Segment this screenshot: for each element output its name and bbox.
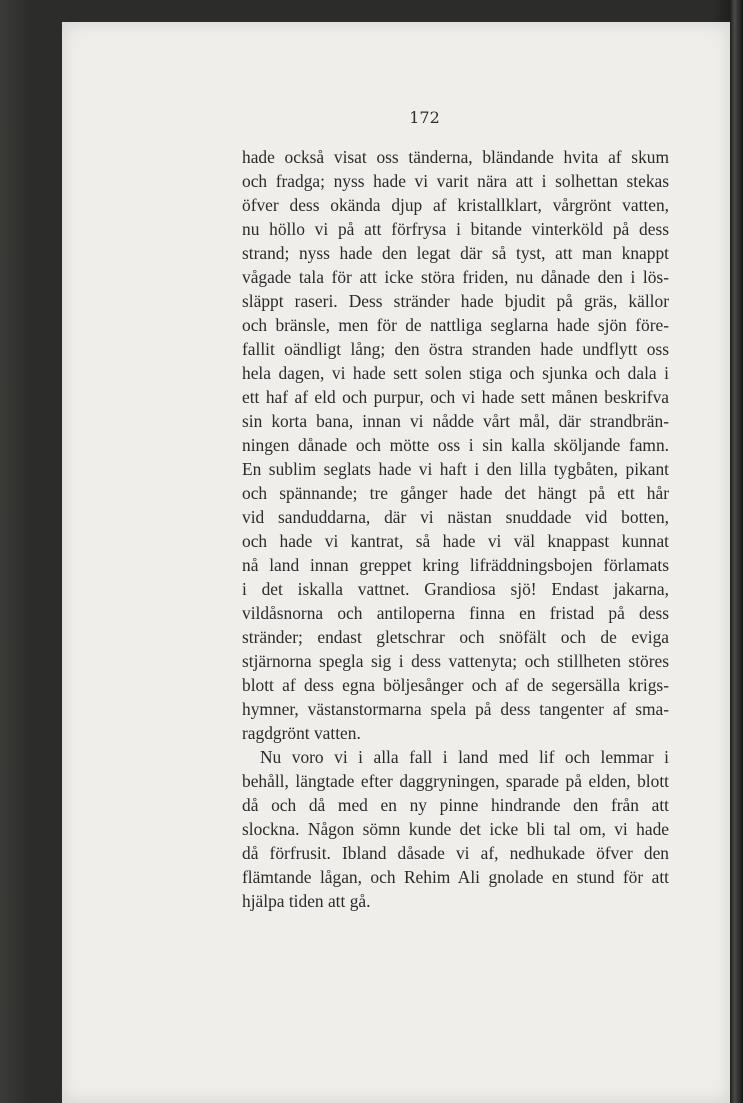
text-line: nå land innan greppet kring lifräddningsbojen förlamats (242, 555, 669, 575)
text-line: fallit oändligt lång; den östra stranden hade undflytt oss (242, 339, 669, 359)
text-line: ett haf af eld och purpur, och vi hade sett månen beskrifva (242, 387, 669, 407)
text-line: slockna. Någon sömn kunde det icke bli tal om, vi hade (242, 819, 669, 839)
text-line: ningen dånade och mötte oss i sin kalla sköljande famn. (242, 435, 669, 455)
body-text (242, 145, 669, 913)
text-line: då förfrusit. Ibland dåsade vi af, nedhukade öfver den (242, 843, 669, 863)
text-line: hade också visat oss tänderna, bländande hvita af skum (242, 147, 669, 167)
text-line: nu höllo vi på att förfrysa i bitande vinterköld på dess (242, 219, 669, 239)
text-line: vågade tala för att icke störa friden, nu dånade den i lös- (242, 267, 669, 287)
text-line: öfver dess okända djup af kristallklart, vårgrönt vatten, (242, 195, 669, 215)
text-line: hela dagen, vi hade sett solen stiga och sjunka och dala i (242, 363, 669, 383)
text-line: då och då med en ny pinne hindrande den från att (242, 795, 669, 815)
text-line: hjälpa tiden att gå. (242, 891, 371, 911)
text-line: stränder; endast gletschrar och snöfält och de eviga (242, 627, 669, 647)
text-line: vid sanduddarna, där vi nästan snuddade vid botten, (242, 507, 669, 527)
page-edge-shadow (730, 0, 743, 1103)
text-line: släppt raseri. Dess stränder hade bjudit på gräs, källor (242, 291, 669, 311)
text-line: flämtande lågan, och Rehim Ali gnolade en stund för att (242, 867, 669, 887)
text-line: hymner, västanstormarna spela på dess tangenter af sma- (242, 699, 669, 719)
text-line: och bränsle, men för de nattliga seglarna hade sjön före- (242, 315, 669, 335)
text-line: och spännande; tre gånger hade det hängt på ett hår (242, 483, 669, 503)
text-line: vildåsnorna och antiloperna finna en fristad på dess (242, 603, 669, 623)
text-line: Nu voro vi i alla fall i land med lif och lemmar i (260, 747, 669, 767)
text-line: behåll, längtade efter daggryningen, sparade på elden, blott (242, 771, 669, 791)
text-line: ragdgrönt vatten. (242, 723, 361, 743)
page-number: 172 (409, 108, 440, 127)
text-line: och fradga; nyss hade vi varit nära att i solhettan stekas (242, 171, 669, 191)
text-line: sin korta bana, innan vi nådde vårt mål, där strandbrän- (242, 411, 669, 431)
text-line: En sublim seglats hade vi haft i den lilla tygbåten, pikant (242, 459, 669, 479)
text-line: i det iskalla vattnet. Grandiosa sjö! Endast jakarna, (242, 579, 669, 599)
text-line: stjärnorna spegla sig i dess vattenyta; och stillheten störes (242, 651, 669, 671)
text-line: blott af dess egna böljesånger och af de segersälla krigs- (242, 675, 669, 695)
text-line: och hade vi kantrat, så hade vi väl knappast kunnat (242, 531, 669, 551)
text-line: strand; nyss hade den legat där så tyst, att man knappt (242, 243, 669, 263)
